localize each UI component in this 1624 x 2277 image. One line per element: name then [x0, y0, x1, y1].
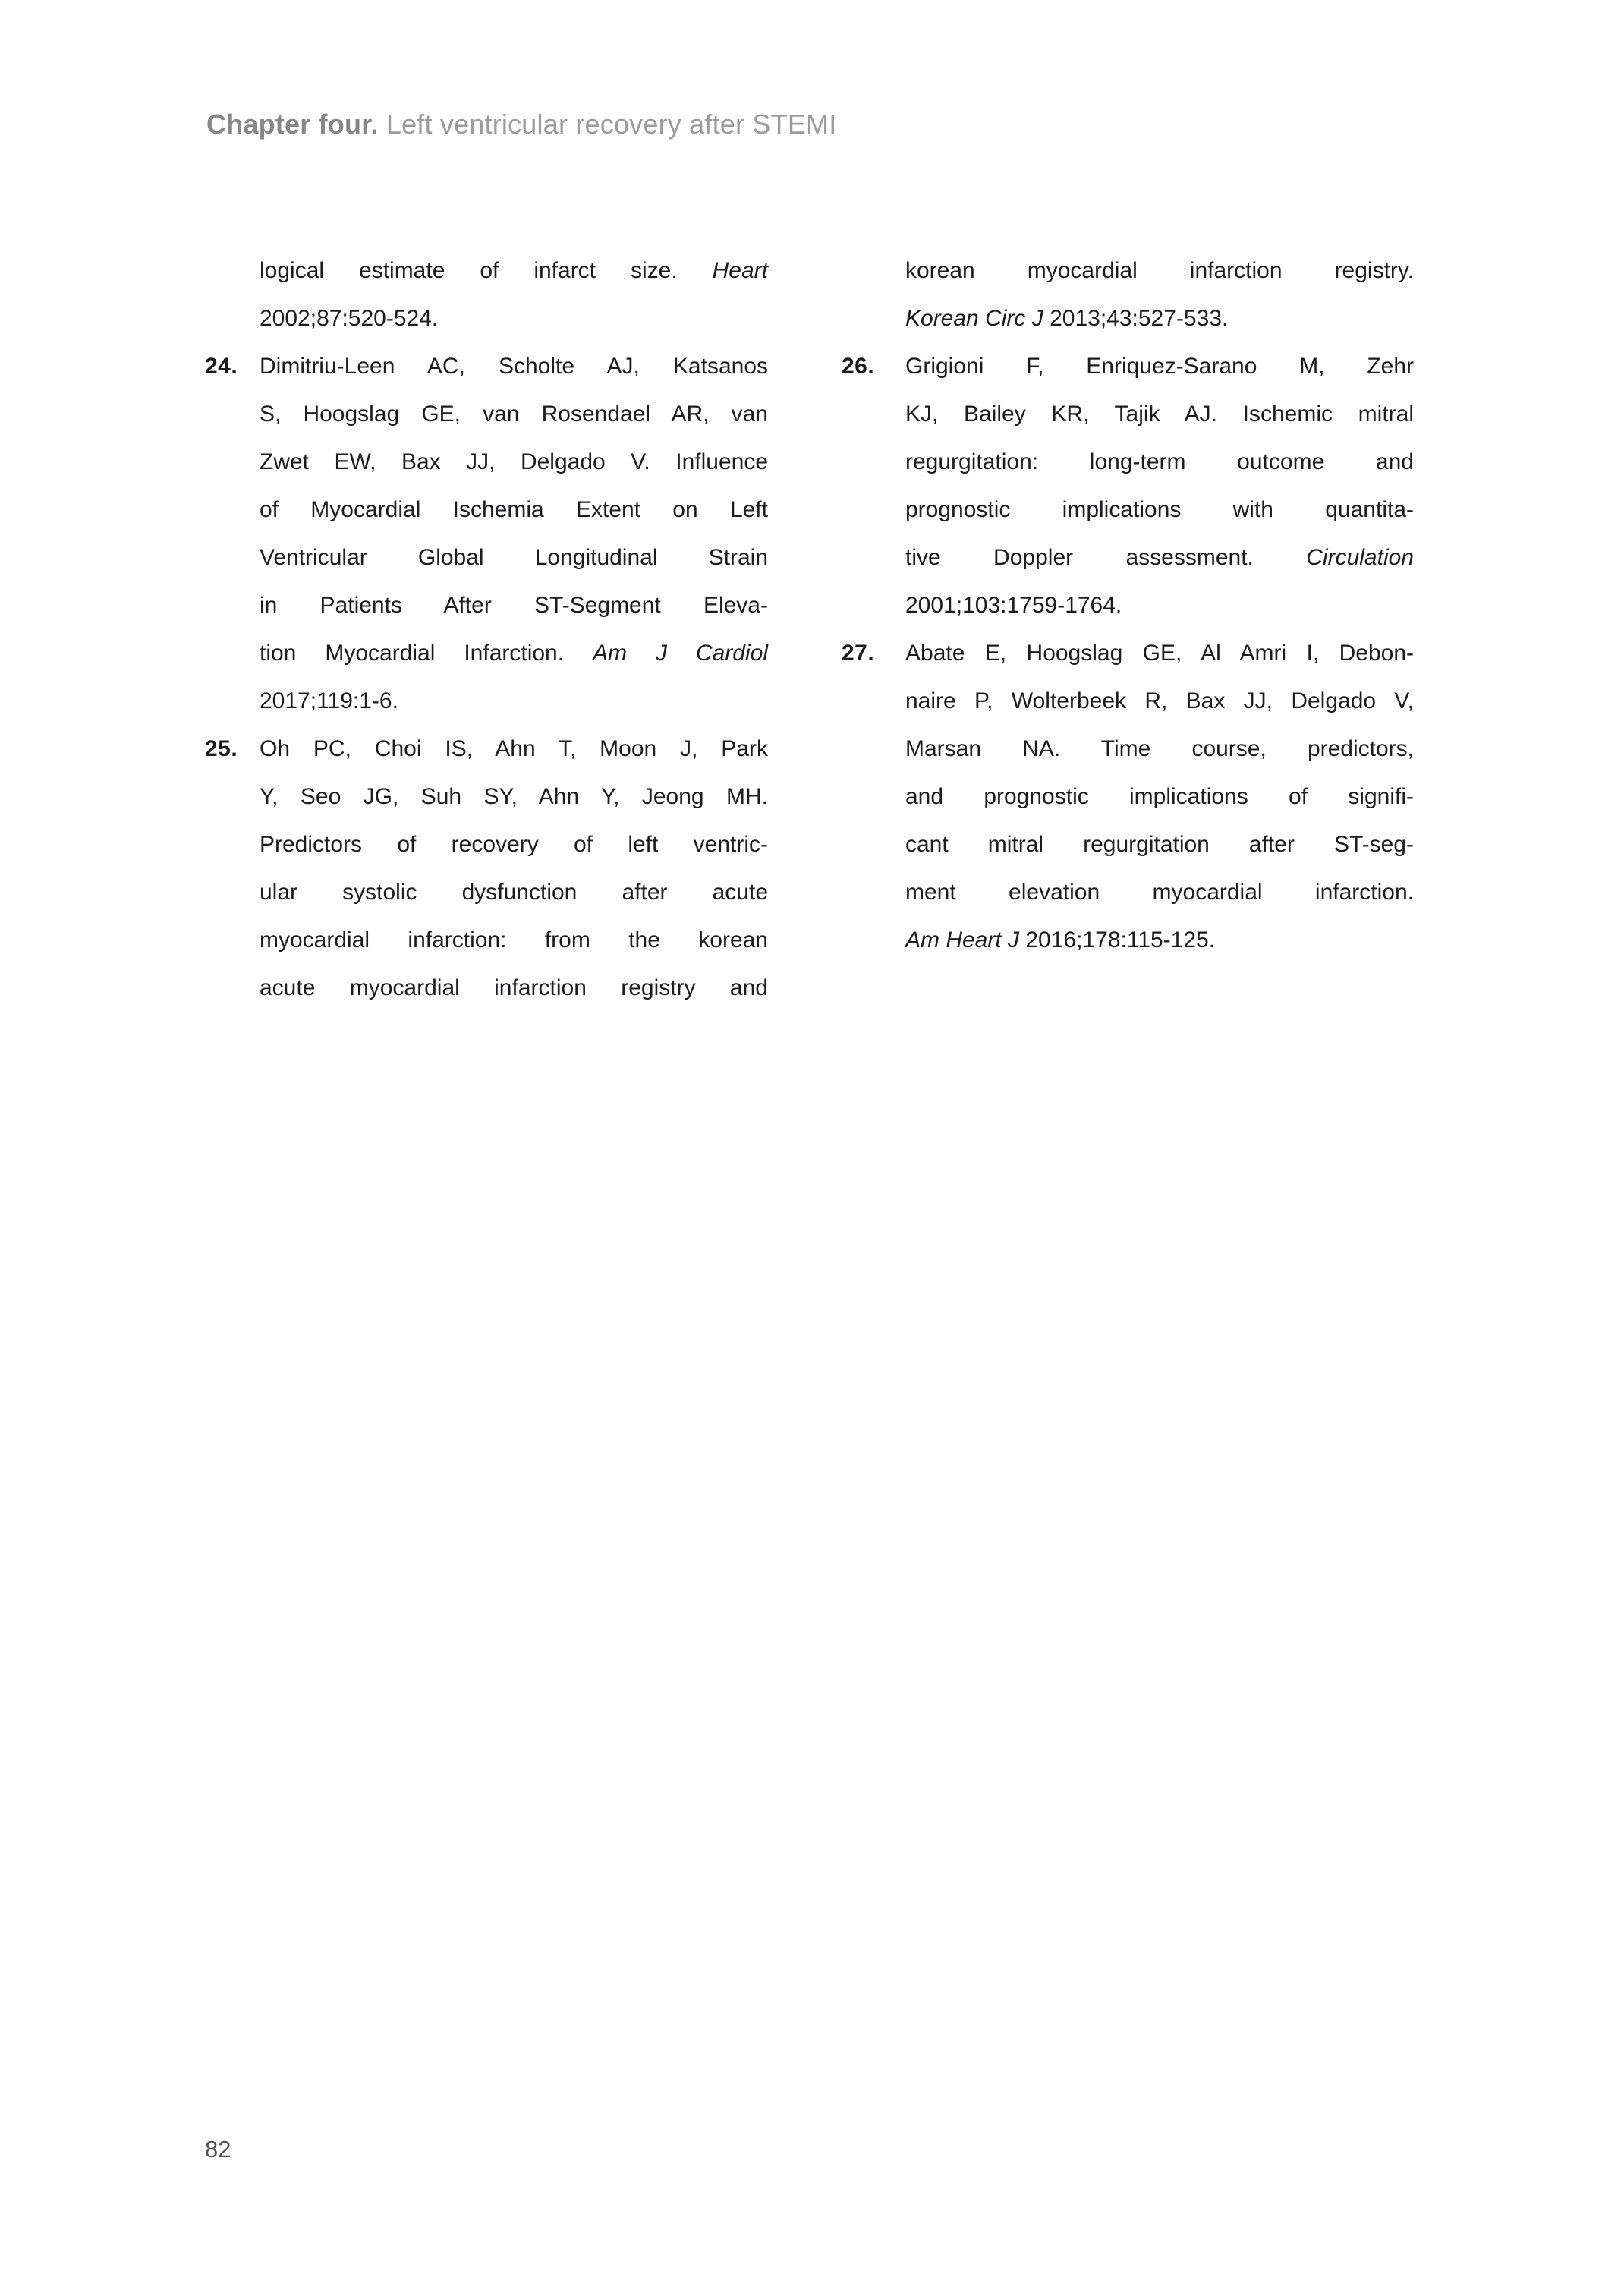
reference-line — [260, 629, 768, 677]
reference-text: Oh PC, Choi IS, Ahn T, Moon J, Park — [260, 736, 768, 761]
reference-line — [905, 773, 1414, 820]
reference-line — [905, 677, 1414, 725]
reference-text: 2017;119:1-6. — [260, 688, 398, 713]
reference-line — [905, 820, 1414, 868]
journal-name: Circulation — [1306, 545, 1414, 570]
reference-text: regurgitation: long-term outcome and — [905, 449, 1414, 474]
reference-number: 24. — [205, 354, 238, 379]
reference-text: myocardial infarction: from the korean — [260, 927, 768, 953]
reference-line — [260, 581, 768, 629]
reference-line — [905, 868, 1414, 916]
chapter-title: Left ventricular recovery after STEMI — [378, 109, 837, 140]
reference-text: Grigioni F, Enriquez-Sarano M, Zehr — [905, 354, 1414, 379]
reference-line — [842, 629, 1414, 677]
reference-line — [905, 438, 1414, 486]
reference-text: tive Doppler assessment. — [905, 545, 1307, 570]
reference-number: 25. — [205, 736, 238, 761]
reference-text: 2013;43:527-533. — [1050, 306, 1229, 331]
reference-line — [260, 773, 768, 820]
reference-text: 2001;103:1759-1764. — [905, 593, 1122, 618]
reference-text: naire P, Wolterbeek R, Bax JJ, Delgado V, — [905, 688, 1414, 713]
running-header — [206, 108, 836, 141]
reference-text: Marsan NA. Time course, predictors, — [905, 736, 1414, 761]
reference-text: Dimitriu-Leen AC, Scholte AJ, Katsanos — [260, 354, 768, 379]
reference-text: acute myocardial infarction registry and — [260, 975, 768, 1000]
journal-name: Am J Cardiol — [593, 641, 768, 666]
reference-text: ment elevation myocardial infarction. — [905, 880, 1414, 905]
page-number: 82 — [205, 2136, 231, 2162]
reference-line — [260, 294, 768, 342]
chapter-label: Chapter four. — [206, 109, 379, 140]
reference-line — [905, 486, 1414, 534]
reference-text: Zwet EW, Bax JJ, Delgado V. Influence — [260, 449, 768, 474]
reference-line — [260, 964, 768, 1012]
reference-line — [260, 438, 768, 486]
reference-text: Predictors of recovery of left ventric- — [260, 832, 768, 857]
reference-text: cant mitral regurgitation after ST-seg- — [905, 832, 1414, 857]
reference-text: in Patients After ST-Segment Eleva- — [260, 593, 768, 618]
reference-text: KJ, Bailey KR, Tajik AJ. Ischemic mitral — [905, 402, 1414, 427]
reference-line — [260, 486, 768, 534]
ref-column-1 — [205, 247, 768, 1012]
reference-text: ular systolic dysfunction after acute — [260, 880, 768, 905]
reference-line — [842, 342, 1414, 390]
reference-text: Ventricular Global Longitudinal Strain — [260, 545, 768, 570]
reference-line — [205, 725, 768, 773]
reference-line — [260, 534, 768, 581]
reference-line — [905, 294, 1414, 342]
reference-line — [260, 677, 768, 725]
reference-line — [260, 390, 768, 438]
reference-number: 26. — [842, 354, 875, 379]
reference-line — [905, 916, 1414, 964]
ref-column-2 — [842, 247, 1414, 964]
journal-name: Heart — [712, 258, 768, 283]
reference-text: korean myocardial infarction registry. — [905, 258, 1414, 283]
reference-line — [905, 390, 1414, 438]
reference-line — [905, 534, 1414, 581]
reference-text: 2002;87:520-524. — [260, 306, 439, 331]
reference-line — [905, 725, 1414, 773]
reference-number: 27. — [842, 641, 875, 666]
reference-line — [260, 916, 768, 964]
reference-text: Y, Seo JG, Suh SY, Ahn Y, Jeong MH. — [260, 784, 768, 809]
reference-text: Abate E, Hoogslag GE, Al Amri I, Debon- — [905, 641, 1414, 666]
reference-text: prognostic implications with quantita- — [905, 497, 1414, 522]
reference-line — [905, 581, 1414, 629]
reference-text: 2016;178:115-125. — [1025, 927, 1216, 953]
reference-line — [905, 247, 1414, 294]
reference-line — [205, 342, 768, 390]
reference-line — [260, 247, 768, 294]
reference-line — [260, 868, 768, 916]
reference-line — [260, 820, 768, 868]
journal-name: Korean Circ J — [905, 306, 1050, 331]
reference-text: tion Myocardial Infarction. — [260, 641, 593, 666]
reference-text: logical estimate of infarct size. — [260, 258, 713, 283]
reference-text: and prognostic implications of signifi- — [905, 784, 1414, 809]
journal-name: Am Heart J — [905, 927, 1026, 953]
reference-text: of Myocardial Ischemia Extent on Left — [260, 497, 768, 522]
reference-text: S, Hoogslag GE, van Rosendael AR, van — [260, 402, 768, 427]
